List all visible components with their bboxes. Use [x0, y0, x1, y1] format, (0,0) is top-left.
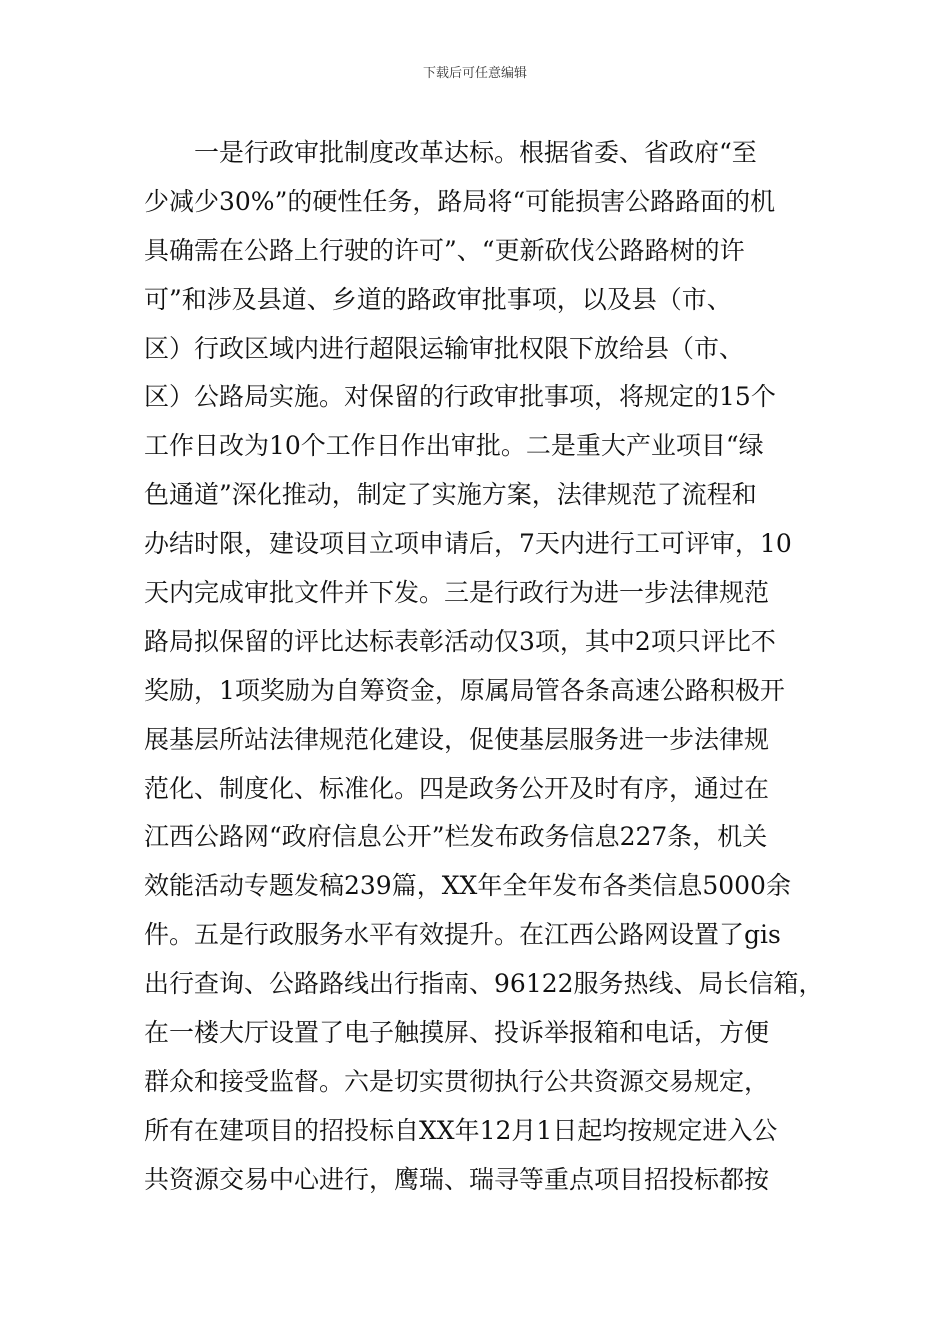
text-line: 共资源交易中心进行，鹰瑞、瑞寻等重点项目招投标都按	[144, 1164, 770, 1194]
text-line: 出行查询、公路路线出行指南、96122服务热线、局长信箱，	[144, 969, 824, 999]
text-line: 区）公路局实施。对保留的行政审批事项，将规定的15个	[144, 382, 776, 412]
page-header: 下载后可任意编辑	[422, 66, 527, 81]
text-line: 区）行政区域内进行超限运输审批权限下放给县（市、	[144, 333, 745, 363]
text-line: 办结时限，建设项目立项申请后，7天内进行工可评审，10	[144, 529, 792, 559]
text-line: 展基层所站法律规范化建设，促使基层服务进一步法律规	[144, 724, 770, 754]
text-line: 工作日改为10个工作日作出审批。二是重大产业项目“绿	[144, 431, 764, 461]
text-line: 奖励，1项奖励为自筹资金，原属局管各条高速公路积极开	[144, 675, 785, 705]
text-line: 色通道”深化推动，制定了实施方案，法律规范了流程和	[144, 480, 757, 510]
body-paragraph	[144, 129, 824, 1205]
text-line: 可”和涉及县道、乡道的路政审批事项，以及县（市、	[144, 284, 732, 314]
text-line: 江西公路网“政府信息公开”栏发布政务信息227条，机关	[144, 822, 768, 852]
text-line: 少减少30%”的硬性任务，路局将“可能损害公路路面的机	[144, 186, 776, 216]
text-line: 具确需在公路上行驶的许可”、“更新砍伐公路路树的许	[144, 235, 745, 265]
text-line: 在一楼大厅设置了电子触摸屏、投诉举报箱和电话，方便	[144, 1018, 770, 1048]
text-line: 效能活动专题发稿239篇，XX年全年发布各类信息5000余	[144, 871, 791, 901]
text-line: 群众和接受监督。六是切实贯彻执行公共资源交易规定，	[144, 1066, 770, 1096]
text-line: 路局拟保留的评比达标表彰活动仅3项，其中2项只评比不	[144, 626, 776, 656]
text-line: 所有在建项目的招投标自XX年12月1日起均按规定进入公	[144, 1115, 778, 1145]
text-line: 天内完成审批文件并下发。三是行政行为进一步法律规范	[144, 578, 770, 608]
text-line: 范化、制度化、标准化。四是政务公开及时有序，通过在	[144, 773, 770, 803]
text-line: 一是行政审批制度改革达标。根据省委、省政府“至	[144, 138, 757, 167]
text-line: 件。五是行政服务水平有效提升。在江西公路网设置了gis	[144, 920, 781, 950]
